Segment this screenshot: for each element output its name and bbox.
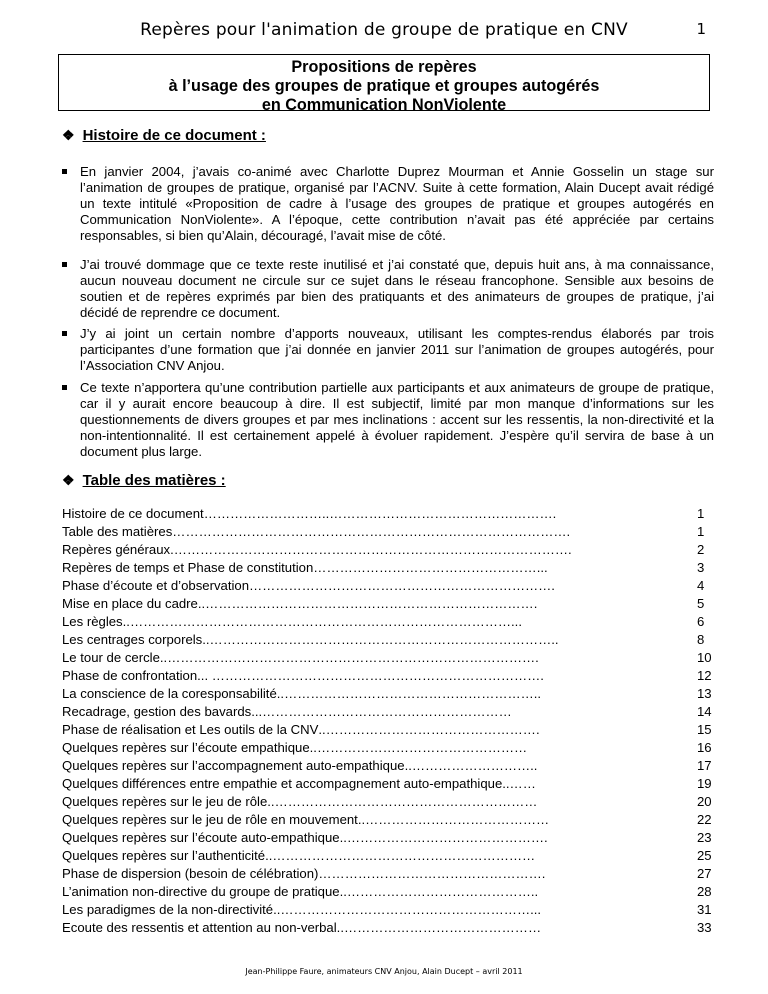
toc-leader-dots: ..………………………………………. — [339, 830, 548, 845]
table-of-contents — [62, 505, 720, 937]
diamond-bullet-icon: ❖ — [62, 472, 75, 488]
toc-entry-label: Table des matières — [62, 524, 173, 539]
toc-leader-dots: ...………………………………………………… — [251, 704, 512, 719]
document-title-box — [58, 54, 710, 114]
toc-entry-label: Quelques repères sur l’authenticité — [62, 848, 266, 863]
toc-entry-label: Repères de temps et Phase de constitution — [62, 560, 314, 575]
toc-entry-page: 19 — [697, 776, 712, 791]
page-number: 1 — [696, 20, 706, 38]
toc-leader-dots: ..…………………………………………………… — [265, 848, 536, 863]
toc-leader-dots: ..…………………………………………. — [318, 722, 540, 737]
toc-entry-label: Les centrages corporels — [62, 632, 203, 647]
toc-leader-dots: ……………………………………………... — [313, 560, 548, 575]
toc-entry-label: Les règles — [62, 614, 123, 629]
toc-entry-label: L’animation non-directive du groupe de pratique — [62, 884, 340, 899]
toc-entry-label: Quelques différences entre empathie et accompagnement auto-empathique — [62, 776, 503, 791]
toc-leader-dots: ..…………………………………………………………………….. — [202, 632, 559, 647]
toc-leader-dots: .………………………………………………………………………………. — [170, 542, 572, 557]
toc-entry[interactable] — [62, 865, 720, 883]
toc-entry-page: 1 — [697, 506, 705, 521]
title-line-2: à l’usage des groupes de pratique et groupes autogérés — [168, 77, 600, 95]
toc-leader-dots: ..…………………………………….. — [339, 884, 539, 899]
toc-leader-dots: ..……………………….. — [404, 758, 538, 773]
page-footer: Jean-Philippe Faure, animateurs CNV Anjou, Alain Ducept – avril 2011 — [245, 967, 523, 976]
toc-entry-label: Histoire de ce document — [62, 506, 204, 521]
toc-entry[interactable] — [62, 739, 720, 757]
toc-entry[interactable] — [62, 559, 720, 577]
toc-entry-page: 6 — [697, 614, 705, 629]
toc-entry-page: 25 — [697, 848, 712, 863]
toc-entry-page: 14 — [697, 704, 712, 719]
toc-leader-dots: ..…… — [502, 776, 536, 791]
toc-entry-page: 17 — [697, 758, 712, 773]
toc-entry[interactable] — [62, 757, 720, 775]
history-bullet — [62, 164, 714, 244]
toc-entry[interactable] — [62, 685, 720, 703]
toc-leader-dots: ……………………………………………. — [318, 866, 546, 881]
toc-leader-dots: ..………………………………………… — [309, 740, 528, 755]
toc-leader-dots: ………………………………………………………………………………. — [172, 524, 571, 539]
toc-entry-label: Quelques repères sur l’écoute auto-empathique — [62, 830, 340, 845]
toc-entry-label: Recadrage, gestion des bavards — [62, 704, 252, 719]
toc-leader-dots: ..…………………………………… — [357, 812, 550, 827]
title-line-1: Propositions de repères — [291, 58, 477, 76]
toc-entry-label: Phase d’écoute et d’observation — [62, 578, 250, 593]
toc-leader-dots: ..……………………………………………………………………………... — [122, 614, 522, 629]
toc-entry-page: 3 — [697, 560, 705, 575]
toc-entry[interactable] — [62, 793, 720, 811]
square-bullet-icon — [62, 169, 67, 174]
toc-entry-page: 10 — [697, 650, 712, 665]
history-heading: ❖ Histoire de ce document : — [62, 127, 266, 144]
toc-entry[interactable] — [62, 541, 720, 559]
toc-entry[interactable] — [62, 775, 720, 793]
toc-entry[interactable] — [62, 649, 720, 667]
square-bullet-icon — [62, 331, 67, 336]
toc-entry-page: 5 — [697, 596, 705, 611]
toc-entry-page: 23 — [697, 830, 712, 845]
toc-leader-dots: ..…………………………………………………………………. — [197, 596, 538, 611]
toc-entry-label: La conscience de la coresponsabilité — [62, 686, 277, 701]
history-bullet — [62, 326, 714, 374]
toc-entry-page: 4 — [697, 578, 705, 593]
toc-entry[interactable] — [62, 703, 720, 721]
toc-entry[interactable] — [62, 613, 720, 631]
history-paragraph-2: J’ai trouvé dommage que ce texte reste inutilisé et j’ai constaté que, depuis huit ans, à ma connaissance, aucun nouveau document ne circule sur ce sujet dans le réseau francophone. Sensible aux besoins de soutien et de repères exprimés par bien des pratiquants et des animateurs de groupes de pratique, j’ai décidé de reprendre ce document. — [80, 257, 714, 320]
toc-leader-dots: ..…………………………………………………………………………. — [159, 650, 539, 665]
toc-entry-page: 27 — [697, 866, 712, 881]
history-paragraph-1: En janvier 2004, j’avais co-animé avec Charlotte Duprez Mourman et Annie Gosselin un stage sur l’animation de groupes de pratique, organisé par l’ACNV. Suite à cette formation, Alain Ducept avait rédigé un texte intitulé «Proposition de cadre à l’usage des groupes de pratique et groupes autogérés en Communication NonViolente». A l’époque, cette contribution n’avait pas été appréciée par certains responsables, si bien qu’Alain, découragé, l’avait mise de côté. — [80, 164, 714, 243]
square-bullet-icon — [62, 385, 67, 390]
toc-entry[interactable] — [62, 847, 720, 865]
toc-entry-page: 16 — [697, 740, 712, 755]
history-bullet — [62, 257, 714, 321]
toc-entry-page: 15 — [697, 722, 712, 737]
toc-entry-label: Quelques repères sur l’écoute empathique — [62, 740, 310, 755]
toc-entry-page: 1 — [697, 524, 705, 539]
toc-leader-dots: ..…………………………………………………... — [273, 902, 542, 917]
toc-entry[interactable] — [62, 883, 720, 901]
toc-entry[interactable] — [62, 901, 720, 919]
toc-entry-label: Quelques repères sur le jeu de rôle — [62, 794, 268, 809]
square-bullet-icon — [62, 262, 67, 267]
toc-leader-dots: ………………………..……………………………………………. — [203, 506, 557, 521]
toc-entry[interactable] — [62, 811, 720, 829]
page-header-title: Repères pour l'animation de groupe de pratique en CNV — [140, 20, 628, 40]
toc-entry-label: Phase de dispersion (besoin de célébration) — [62, 866, 319, 881]
toc-entry-label: Ecoute des ressentis et attention au non-verbal — [62, 920, 337, 935]
toc-entry-page: 13 — [697, 686, 712, 701]
toc-entry-page: 28 — [697, 884, 712, 899]
toc-leader-dots: ..……………………………………… — [336, 920, 542, 935]
toc-leader-dots: ..…………………………………………………… — [267, 794, 538, 809]
toc-entry-page: 8 — [697, 632, 705, 647]
diamond-bullet-icon: ❖ — [62, 127, 75, 143]
toc-entry[interactable] — [62, 829, 720, 847]
title-line-3: en Communication NonViolente — [261, 96, 507, 114]
toc-entry[interactable] — [62, 721, 720, 739]
toc-heading: ❖ Table des matières : — [62, 472, 226, 489]
toc-entry-label: Repères généraux — [62, 542, 171, 557]
toc-entry[interactable] — [62, 631, 720, 649]
toc-entry[interactable] — [62, 919, 720, 937]
toc-entry-page: 12 — [697, 668, 712, 683]
toc-entry-label: Phase de confrontation — [62, 668, 198, 683]
toc-entry-page: 20 — [697, 794, 712, 809]
toc-leader-dots: ……………………………………………………………. — [249, 578, 555, 593]
history-bullet — [62, 380, 714, 460]
toc-entry[interactable] — [62, 523, 720, 541]
toc-leader-dots: ..………………………………………………….. — [276, 686, 542, 701]
toc-entry-page: 22 — [697, 812, 712, 827]
toc-entry-label: Les paradigmes de la non-directivité — [62, 902, 274, 917]
history-paragraph-3: J’y ai joint un certain nombre d’apports nouveaux, utilisant les comptes-rendus élaborés par trois participantes d’une formation que j’ai donnée en janvier 2011 sur l’animation de groupes autogérés, pour l’Association CNV Anjou. — [80, 326, 714, 373]
toc-entry[interactable] — [62, 505, 720, 523]
toc-entry-label: Phase de réalisation et Les outils de la CNV — [62, 722, 319, 737]
toc-entry-label: Mise en place du cadre — [62, 596, 198, 611]
toc-entry-page: 2 — [697, 542, 705, 557]
toc-entry-label: Quelques repères sur l’accompagnement auto-empathique — [62, 758, 405, 773]
toc-entry[interactable] — [62, 595, 720, 613]
toc-entry-label: Quelques repères sur le jeu de rôle en mouvement — [62, 812, 358, 827]
history-paragraph-4: Ce texte n’apportera qu’une contribution partielle aux participants et aux animateurs de groupe de pratique, car il y aurait encore beaucoup à dire. Il est subjectif, limité par mon manque d’informations sur les questionnements de divers groupes et par mes inclinations : accent sur les ressentis, la non-directivité et la non-intentionnalité. Il est certainement appelé à évoluer rapidement. J’espère qu’il servira de base à un document plus large. — [80, 380, 714, 459]
toc-entry-page: 33 — [697, 920, 712, 935]
toc-entry-label: Le tour de cercle — [62, 650, 160, 665]
toc-entry[interactable] — [62, 577, 720, 595]
toc-entry[interactable] — [62, 667, 720, 685]
toc-entry-page: 31 — [697, 902, 712, 917]
toc-leader-dots: ... …………………………………………………………………. — [197, 668, 544, 683]
